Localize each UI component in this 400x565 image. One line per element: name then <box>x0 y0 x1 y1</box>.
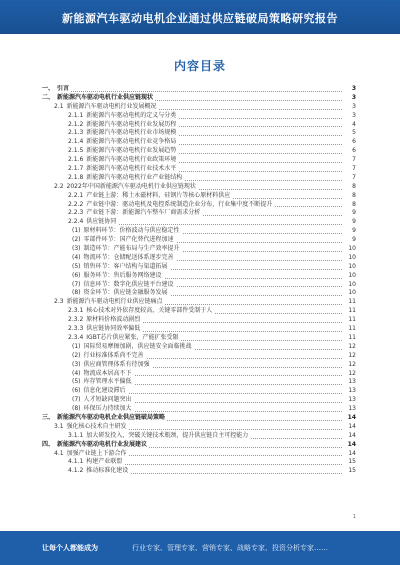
toc-entry[interactable] <box>42 352 356 361</box>
toc-entry-number: 2.1.8 <box>68 173 84 181</box>
toc-entry-page: 13 <box>344 387 356 396</box>
toc-entry-number: (2) <box>72 236 81 244</box>
toc-entry-page: 13 <box>344 405 356 414</box>
toc-entry-number: 2.1 <box>54 102 64 110</box>
toc-entry-title: 国际贸易摩擦加剧，供应链安全面临挑战 <box>83 342 192 350</box>
toc-entry-page: 15 <box>344 458 356 467</box>
toc-entry-number: 2.3.1 <box>68 307 84 315</box>
toc-entry-number: 2.3 <box>54 298 64 306</box>
toc-entry-title: 新能源汽车驱动电机企业供应链破局策略 <box>57 413 166 421</box>
toc-entry-title: 产业链上游：稀土永磁材料、硅钢片等核心原材料供应 <box>86 191 231 199</box>
toc-entry-title: 2022年中国新能源汽车驱动电机行业供应链现状 <box>66 182 196 190</box>
toc-entry-page: 10 <box>344 254 356 263</box>
toc-entry-number: 一、 <box>42 85 55 92</box>
toc-entry[interactable] <box>42 192 356 201</box>
toc-entry-title: 原材料价格波动剧烈 <box>86 316 141 324</box>
toc-entry-page: 8 <box>344 201 356 210</box>
toc-entry-title: 加大研发投入，突破关键技术瓶颈，提升供应链自主可控能力 <box>86 431 249 439</box>
toc-entry-text <box>42 334 180 341</box>
toc-entry-title: 新能源汽车驱动电机的定义与分类 <box>86 111 177 119</box>
toc-entry[interactable] <box>42 218 356 227</box>
toc-entry[interactable] <box>42 396 356 405</box>
toc-entry-title: 新能源汽车驱动电机行业供应链现状 <box>57 93 154 101</box>
toc-entry-text <box>42 370 134 377</box>
toc-entry-number: (8) <box>72 289 81 297</box>
footer-slogan: 让每个人都能成为 <box>42 544 98 552</box>
toc-leader-dots <box>42 91 342 92</box>
toc-entry-text <box>42 307 214 314</box>
toc-entry-number: 3.1.1 <box>68 431 84 439</box>
toc-entry[interactable] <box>42 156 356 165</box>
toc-entry-text <box>42 441 149 448</box>
toc-entry-text <box>42 289 170 296</box>
toc-entry-page: 7 <box>344 156 356 165</box>
toc-entry-title: 信息化建设滞后 <box>83 387 126 395</box>
toc-entry-title: 人才短缺问题突出 <box>83 396 132 404</box>
toc-entry-text <box>42 352 146 359</box>
toc-entry-title: 环保压力持续加大 <box>83 405 132 413</box>
toc-entry-text <box>42 423 129 430</box>
toc-entry-text <box>42 165 178 172</box>
toc-entry-number: 2.1.4 <box>68 138 84 146</box>
toc-entry-page: 10 <box>344 289 356 298</box>
toc-entry-text <box>42 450 129 457</box>
toc-entry-number: 4.1.1 <box>68 458 84 466</box>
toc-entry-number: 2.1.1 <box>68 111 84 119</box>
toc-entry-page: 9 <box>344 236 356 245</box>
toc-entry-number: 2.1.5 <box>68 147 84 155</box>
toc-entry-number: 2.1.2 <box>68 120 84 128</box>
toc-entry-page: 6 <box>344 147 356 156</box>
toc-entry[interactable] <box>42 103 356 112</box>
toc-entry-page: 14 <box>344 423 356 432</box>
toc-entry-page: 10 <box>344 281 356 290</box>
toc-entry[interactable] <box>42 112 356 121</box>
toc-entry-page: 10 <box>344 272 356 281</box>
toc-entry-page: 11 <box>344 334 356 343</box>
toc-entry-title: 构建产业联盟 <box>86 458 123 466</box>
toc-entry-text <box>42 254 176 261</box>
toc-entry[interactable] <box>42 423 356 432</box>
toc-entry-number: 四、 <box>42 440 55 448</box>
toc-entry-number: 3.1 <box>54 422 64 430</box>
toc-entry[interactable] <box>42 467 356 476</box>
page-number: 1 <box>352 514 356 520</box>
toc-entry-text <box>42 405 134 412</box>
toc-entry[interactable] <box>42 183 356 192</box>
toc-entry-text <box>42 183 198 190</box>
toc-entry-number: 2.1.7 <box>68 165 84 173</box>
toc-entry[interactable] <box>42 378 356 387</box>
toc-entry[interactable] <box>42 307 356 316</box>
toc-entry-page: 14 <box>344 441 356 450</box>
toc-entry[interactable] <box>42 147 356 156</box>
toc-entry-page: 3 <box>344 103 356 112</box>
toc-entry-title: 服务环节：售后服务网络建设 <box>83 271 162 279</box>
toc-entry[interactable] <box>42 343 356 352</box>
toc-entry[interactable] <box>42 325 356 334</box>
toc-entry-page: 9 <box>344 227 356 236</box>
toc-entry-page: 4 <box>344 121 356 130</box>
toc-entry-text <box>42 218 118 225</box>
toc-entry-text <box>42 147 178 154</box>
toc-entry-page: 11 <box>344 316 356 325</box>
toc-entry-page: 8 <box>344 183 356 192</box>
toc-entry-title: 供应链协同 <box>86 218 117 226</box>
toc-entry-page: 9 <box>344 209 356 218</box>
toc-entry-text <box>42 361 152 368</box>
toc-entry-text <box>42 201 274 208</box>
toc-entry-text <box>42 343 194 350</box>
toc-entry-title: 新能源汽车驱动电机行业供应链痛点 <box>66 298 163 306</box>
toc-entry-text <box>42 156 178 163</box>
toc-entry-title: 新能源汽车驱动电机行业发展趋势 <box>86 147 177 155</box>
toc-entry-title: 资金环节：供应链金融服务发展 <box>83 289 168 297</box>
toc-entry-text <box>42 94 155 101</box>
toc-entry-text <box>42 245 182 252</box>
toc-entry-text <box>42 174 184 181</box>
toc-entry-page: 5 <box>344 129 356 138</box>
toc-entry-title: 推动标准化建设 <box>86 467 129 475</box>
toc-entry-title: 新能源汽车驱动电机行业发展建议 <box>57 440 148 448</box>
toc-entry-text <box>42 432 250 439</box>
toc-entry-page: 6 <box>344 138 356 147</box>
toc-entry-text <box>42 129 178 136</box>
toc-entry-page: 12 <box>344 361 356 370</box>
toc-entry-text <box>42 236 176 243</box>
toc-entry-title: 产业链下游：新能源汽车整车厂商需求分析 <box>86 209 201 217</box>
toc-entry-text <box>42 378 134 385</box>
toc-entry-number: (4) <box>72 253 81 261</box>
toc-entry-number: (4) <box>72 369 81 377</box>
toc-entry-page: 11 <box>344 298 356 307</box>
toc-entry-number: 2.2.3 <box>68 209 84 217</box>
toc-entry-number: (8) <box>72 405 81 413</box>
toc-entry[interactable] <box>42 174 356 183</box>
toc-entry-title: 物流环节：仓储配送体系逐步完善 <box>83 253 174 261</box>
toc-entry[interactable] <box>42 361 356 370</box>
toc-entry-page: 14 <box>344 450 356 459</box>
toc-entry-title: 销售环节：客户结构与渠道拓展 <box>83 262 168 270</box>
toc-entry-number: (5) <box>72 378 81 386</box>
toc-entry-number: 2.2.4 <box>68 218 84 226</box>
toc-entry-number: 4.1.2 <box>68 467 84 475</box>
toc-entry-number: 2.3.4 <box>68 333 84 341</box>
toc-entry-title: 制造环节：产能布局与生产效率提升 <box>83 245 180 253</box>
toc-entry-page: 8 <box>344 192 356 201</box>
toc-entry-page: 7 <box>344 165 356 174</box>
footer-tagline: 行业专家、管理专家、营销专家、战略专家、投资分析专家…… <box>132 544 328 552</box>
toc-entry[interactable] <box>42 254 356 263</box>
toc-entry-number: (7) <box>72 280 81 288</box>
toc-entry-page: 13 <box>344 396 356 405</box>
toc-entry-number: 2.2 <box>54 182 64 190</box>
toc-entry[interactable] <box>42 263 356 272</box>
toc-entry-text <box>42 467 130 474</box>
toc-entry-text <box>42 325 142 332</box>
toc-entry-page: 9 <box>344 218 356 227</box>
toc-heading: 内容目录 <box>173 59 226 73</box>
toc-entry-number: 4.1 <box>54 449 64 457</box>
toc-entry[interactable] <box>42 138 356 147</box>
toc-entry-number: (7) <box>72 396 81 404</box>
toc-entry-page: 3 <box>344 112 356 121</box>
table-of-contents <box>42 85 356 505</box>
toc-entry-title: 行业标准体系尚不完善 <box>83 351 144 359</box>
toc-entry-page: 12 <box>344 370 356 379</box>
toc-entry-text <box>42 316 142 323</box>
toc-entry-title: 新能源汽车驱动电机行业技术水平 <box>86 165 177 173</box>
toc-entry-title: 供应商管理体系有待加强 <box>83 360 150 368</box>
toc-entry-title: 新能源汽车驱动电机行业发展历程 <box>86 120 177 128</box>
toc-entry-text <box>42 387 128 394</box>
toc-entry-page: 12 <box>344 352 356 361</box>
toc-entry-number: (1) <box>72 227 81 235</box>
toc-entry-title: 新能源汽车驱动电机行业产业链结构 <box>86 173 183 181</box>
toc-entry-text <box>42 396 134 403</box>
toc-entry-page: 12 <box>344 343 356 352</box>
toc-entry-text <box>42 192 232 199</box>
toc-entry-text <box>42 85 71 92</box>
toc-entry-title: 核心技术对外依存度较高，关键零部件受制于人 <box>86 307 213 315</box>
toc-entry[interactable] <box>42 85 356 94</box>
toc-entry-page: 10 <box>344 263 356 272</box>
report-title: 新能源汽车驱动电机企业通过供应链破局策略研究报告 <box>62 12 338 25</box>
toc-entry-text <box>42 103 159 110</box>
toc-entry[interactable] <box>42 94 356 103</box>
toc-entry[interactable] <box>42 272 356 281</box>
toc-entry-page: 10 <box>344 245 356 254</box>
toc-entry-page: 3 <box>344 94 356 103</box>
toc-entry-number: 2.1.6 <box>68 156 84 164</box>
toc-entry-page: 14 <box>344 432 356 441</box>
toc-entry-title: IGBT芯片供应紧张，产能扩张受限 <box>86 333 179 341</box>
toc-entry-title: 新能源汽车驱动电机行业政策环境 <box>86 156 177 164</box>
toc-entry-number: (3) <box>72 360 81 368</box>
toc-entry-title: 供应链协同效率偏低 <box>86 325 141 333</box>
toc-entry-number: 2.2.2 <box>68 200 84 208</box>
toc-entry-page: 11 <box>344 307 356 316</box>
toc-entry-title: 强化核心技术自主研发 <box>66 422 127 430</box>
toc-entry[interactable] <box>42 165 356 174</box>
toc-entry-number: (1) <box>72 342 81 350</box>
toc-entry-title: 物流成本居高不下 <box>83 369 132 377</box>
toc-entry-number: (5) <box>72 262 81 270</box>
toc-entry[interactable] <box>42 298 356 307</box>
toc-entry-title: 新能源汽车驱动电机行业发展概况 <box>66 102 157 110</box>
toc-entry[interactable] <box>42 129 356 138</box>
toc-entry-text <box>42 209 202 216</box>
toc-entry-page: 11 <box>344 325 356 334</box>
toc-entry-title: 信息环节：数字化供应链平台建设 <box>83 280 174 288</box>
toc-entry[interactable] <box>42 387 356 396</box>
toc-entry-number: 2.3.3 <box>68 325 84 333</box>
toc-entry[interactable] <box>42 414 356 423</box>
toc-entry-text <box>42 272 164 279</box>
toc-entry-text <box>42 112 178 119</box>
toc-entry-text <box>42 298 165 305</box>
report-footer <box>0 531 400 565</box>
toc-entry-text <box>42 281 176 288</box>
toc-entry-page: 15 <box>344 467 356 476</box>
report-header <box>0 0 400 34</box>
toc-entry[interactable] <box>42 227 356 236</box>
toc-entry-text <box>42 121 178 128</box>
toc-entry-title: 原材料环节：价格波动与供应稳定性 <box>83 227 180 235</box>
toc-entry[interactable] <box>42 441 356 450</box>
toc-entry-text <box>42 263 170 270</box>
toc-entry-title: 库存管理水平偏低 <box>83 378 132 386</box>
toc-entry-page: 3 <box>344 85 356 94</box>
toc-entry-number: 2.3.2 <box>68 316 84 324</box>
toc-entry[interactable] <box>42 316 356 325</box>
toc-entry-title: 引言 <box>57 85 70 92</box>
toc-entry-text <box>42 227 182 234</box>
toc-entry-text <box>42 414 167 421</box>
toc-entry-number: 2.2.1 <box>68 191 84 199</box>
toc-entry[interactable] <box>42 432 356 441</box>
toc-entry-page: 13 <box>344 378 356 387</box>
toc-entry-title: 零部件环节：国产化替代进程加速 <box>83 236 174 244</box>
toc-entry[interactable] <box>42 334 356 343</box>
toc-entry-number: (6) <box>72 271 81 279</box>
toc-entry-number: (2) <box>72 351 81 359</box>
toc-entry-number: 三、 <box>42 413 55 421</box>
toc-entry[interactable] <box>42 245 356 254</box>
toc-entry-title: 加强产业链上下游合作 <box>66 449 127 457</box>
toc-entry-page: 14 <box>344 414 356 423</box>
toc-entry-number: (3) <box>72 245 81 253</box>
toc-entry[interactable] <box>42 236 356 245</box>
toc-entry-text <box>42 458 124 465</box>
toc-entry-title: 产业链中游：驱动电机及电控系统制造企业分布，行业集中度不断提升 <box>86 200 273 208</box>
toc-entry-title: 新能源汽车驱动电机行业市场规模 <box>86 129 177 137</box>
toc-entry-text <box>42 138 178 145</box>
toc-entry-page: 7 <box>344 174 356 183</box>
toc-entry-title: 新能源汽车驱动电机行业竞争格局 <box>86 138 177 146</box>
toc-entry-number: (6) <box>72 387 81 395</box>
toc-entry[interactable] <box>42 458 356 467</box>
toc-entry-number: 2.1.3 <box>68 129 84 137</box>
toc-entry-number: 二、 <box>42 93 55 101</box>
toc-entry[interactable] <box>42 405 356 414</box>
